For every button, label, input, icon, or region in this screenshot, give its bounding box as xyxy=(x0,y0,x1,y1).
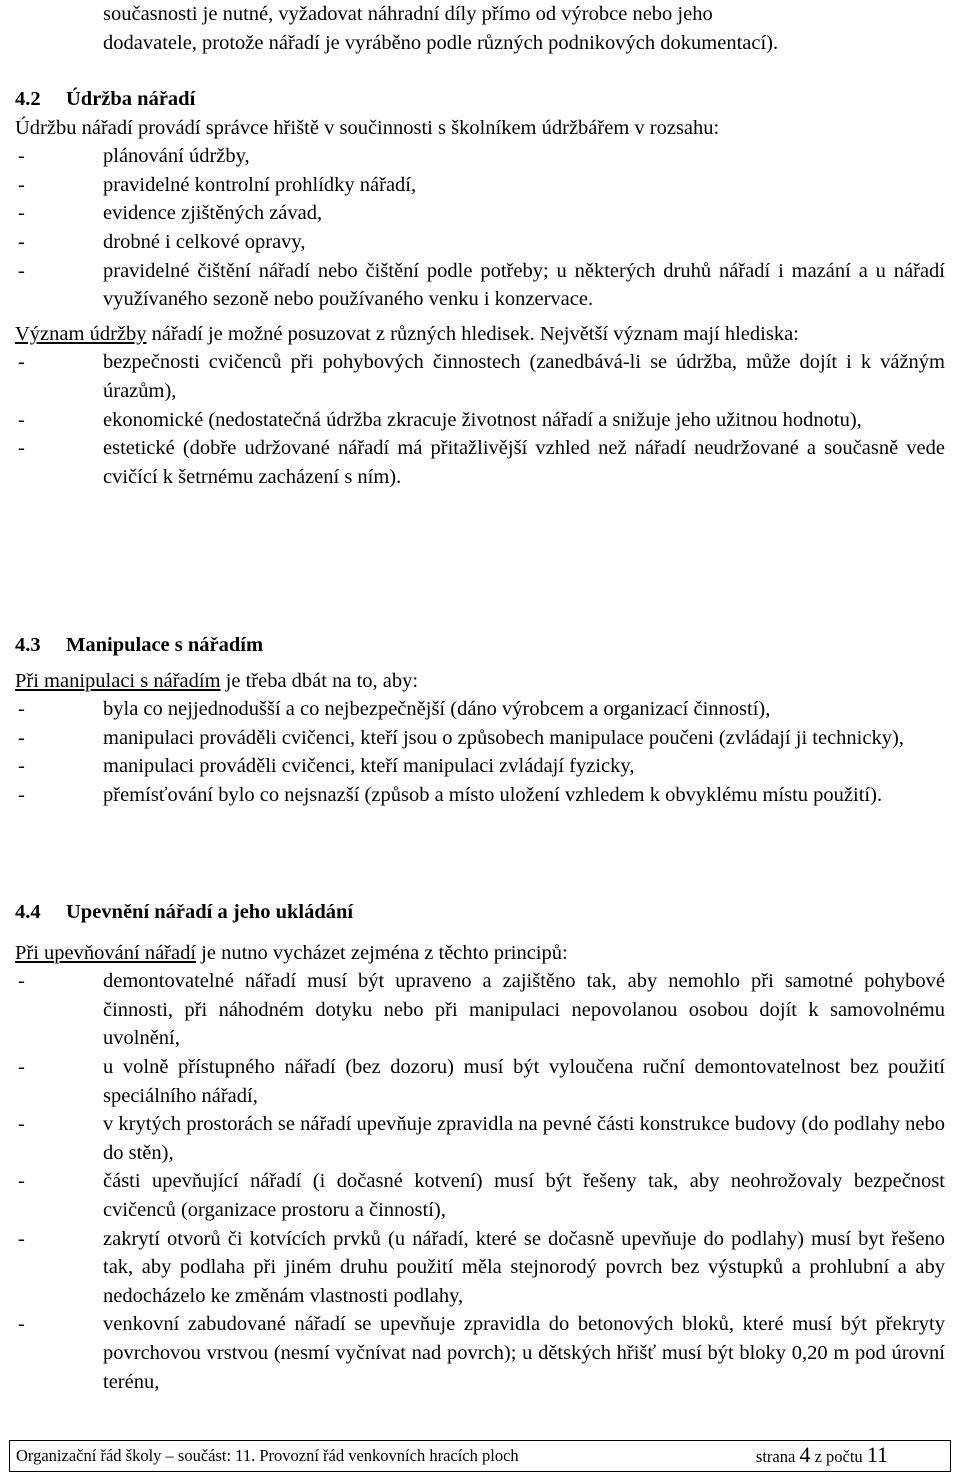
footer-document-title: Organizační řád školy – součást: 11. Provozní řád venkovních hracích ploch xyxy=(16,1445,519,1465)
section-title: Údržba nářadí xyxy=(66,88,196,110)
list-item: - v krytých prostorách se nářadí upevňuje zpravidla na pevné části konstrukce budovy (do podlahy nebo do stěn), xyxy=(15,1110,945,1167)
list-dash: - xyxy=(18,783,25,806)
list-dash: - xyxy=(18,351,25,374)
intro-line-1: současnosti je nutné, vyžadovat náhradní díly přímo od výrobce nebo jeho xyxy=(103,3,713,25)
list-dash: - xyxy=(18,230,25,253)
list-item: - byla co nejjednodušší a co nejbezpečnější (dáno výrobcem a organizací činností), xyxy=(15,695,945,724)
section-number: 4.2 xyxy=(15,88,41,110)
list-dash: - xyxy=(18,1055,25,1078)
list-item: - bezpečnosti cvičenců při pohybových činnostech (zanedbává-li se údržba, může dojít i k vážným úrazům), xyxy=(15,348,945,405)
section-heading xyxy=(15,631,945,660)
intro-block xyxy=(15,0,945,57)
list-dash: - xyxy=(18,1227,25,1250)
section-4-4 xyxy=(15,898,945,1396)
list-item: - přemísťování bylo co nejsnazší (způsob a místo uložení vzhledem k obvyklému místu použití). xyxy=(15,781,945,810)
list-item: - plánování údržby, xyxy=(15,142,945,171)
section-title: Manipulace s nářadím xyxy=(66,634,264,656)
list-item: - pravidelné kontrolní prohlídky nářadí, xyxy=(15,171,945,200)
section-intro: Při manipulaci s nářadím je třeba dbát na to, aby: xyxy=(15,669,419,692)
list-dash: - xyxy=(18,259,25,282)
significance-underlined: Význam údržby xyxy=(15,322,147,345)
page-number: 4 xyxy=(799,1441,811,1467)
section-4-3 xyxy=(15,631,945,810)
section-title: Upevnění nářadí a jeho ukládání xyxy=(66,901,354,923)
list-dash: - xyxy=(18,698,25,721)
intro-line-2: dodavatele, protože nářadí je vyráběno podle různých podnikových dokumentací). xyxy=(103,31,779,54)
list-item: - manipulaci prováděli cvičenci, kteří jsou o způsobech manipulace poučeni (zvládají ji technicky), xyxy=(15,724,945,753)
section-heading xyxy=(15,898,945,927)
list-dash: - xyxy=(18,1170,25,1193)
list-dash: - xyxy=(18,970,25,993)
section-number: 4.4 xyxy=(15,901,41,923)
list-item: - demontovatelné nářadí musí být upraveno a zajištěno tak, aby nemohlo při samotné pohybové činnosti, při náhodném dotyku nebo při manipulaci nepovolanou osobou dojít k samovolnému uvolnění, xyxy=(15,967,945,1053)
list-item: - evidence zjištěných závad, xyxy=(15,199,945,228)
list-dash: - xyxy=(18,173,25,196)
list-dash: - xyxy=(18,1113,25,1136)
list-dash: - xyxy=(18,726,25,749)
list-dash: - xyxy=(18,437,25,460)
section-intro: Při upevňování nářadí je nutno vycházet zejména z těchto principů: xyxy=(15,941,568,964)
list-dash: - xyxy=(18,202,25,225)
list-item: - ekonomické (nedostatečná údržba zkracuje životnost nářadí a snižuje jeho užitnou hodnotu), xyxy=(15,406,945,435)
list-item: - části upevňující nářadí (i dočasné kotvení) musí být řešeny tak, aby neohrožovaly bezpečnost cvičenců (organizace prostoru a činností), xyxy=(15,1167,945,1224)
list-item: - pravidelné čištění nářadí nebo čištění podle potřeby; u některých druhů nářadí i mazání a u nářadí využívaného sezoně nebo používaného venku i konzervace. xyxy=(15,257,945,314)
list-item: - drobné i celkové opravy, xyxy=(15,228,945,257)
significance-paragraph: Význam údržby nářadí je možné posuzovat z různých hledisek. Největší význam mají hlediska: xyxy=(15,322,799,345)
list-dash: - xyxy=(18,755,25,778)
section-intro: Údržbu nářadí provádí správce hřiště v součinnosti s školníkem údržbářem v rozsahu: xyxy=(15,116,720,139)
list-dash: - xyxy=(18,408,25,431)
section-heading xyxy=(15,85,945,114)
list-dash: - xyxy=(18,1313,25,1336)
list-item: - venkovní zabudované nářadí se upevňuje zpravidla do betonových bloků, které musí být překryty povrchovou vrstvou (nesmí vyčnívat nad povrch); u dětských hřišť musí být bloky 0,20 m pod úrovní terénu, xyxy=(15,1310,945,1396)
page-total: 11 xyxy=(866,1441,888,1467)
list-item: - u volně přístupného nářadí (bez dozoru) musí být vyloučena ruční demontovatelnost bez použití speciálního nářadí, xyxy=(15,1053,945,1110)
footer-page-info: strana 4 z počtu 11 xyxy=(755,1441,888,1467)
list-item: - manipulaci prováděli cvičenci, kteří manipulaci zvládají fyzicky, xyxy=(15,752,945,781)
list-item: - estetické (dobře udržované nářadí má přitažlivější vzhled než nářadí neudržované a současně vede cvičící k šetrnému zacházení s ním). xyxy=(15,434,945,491)
section-number: 4.3 xyxy=(15,634,41,656)
list-dash: - xyxy=(18,145,25,168)
section-4-2 xyxy=(15,85,945,491)
list-item: - zakrytí otvorů či kotvících prvků (u nářadí, které se dočasně upevňuje do podlahy) musí byt řešeno tak, aby podlaha při jiném druhu použití měla stejnorodý povrch bez výstupků a prohlubní a aby nedocházelo ke změnám vlastnosti podlahy, xyxy=(15,1225,945,1311)
page-footer xyxy=(9,1440,951,1472)
